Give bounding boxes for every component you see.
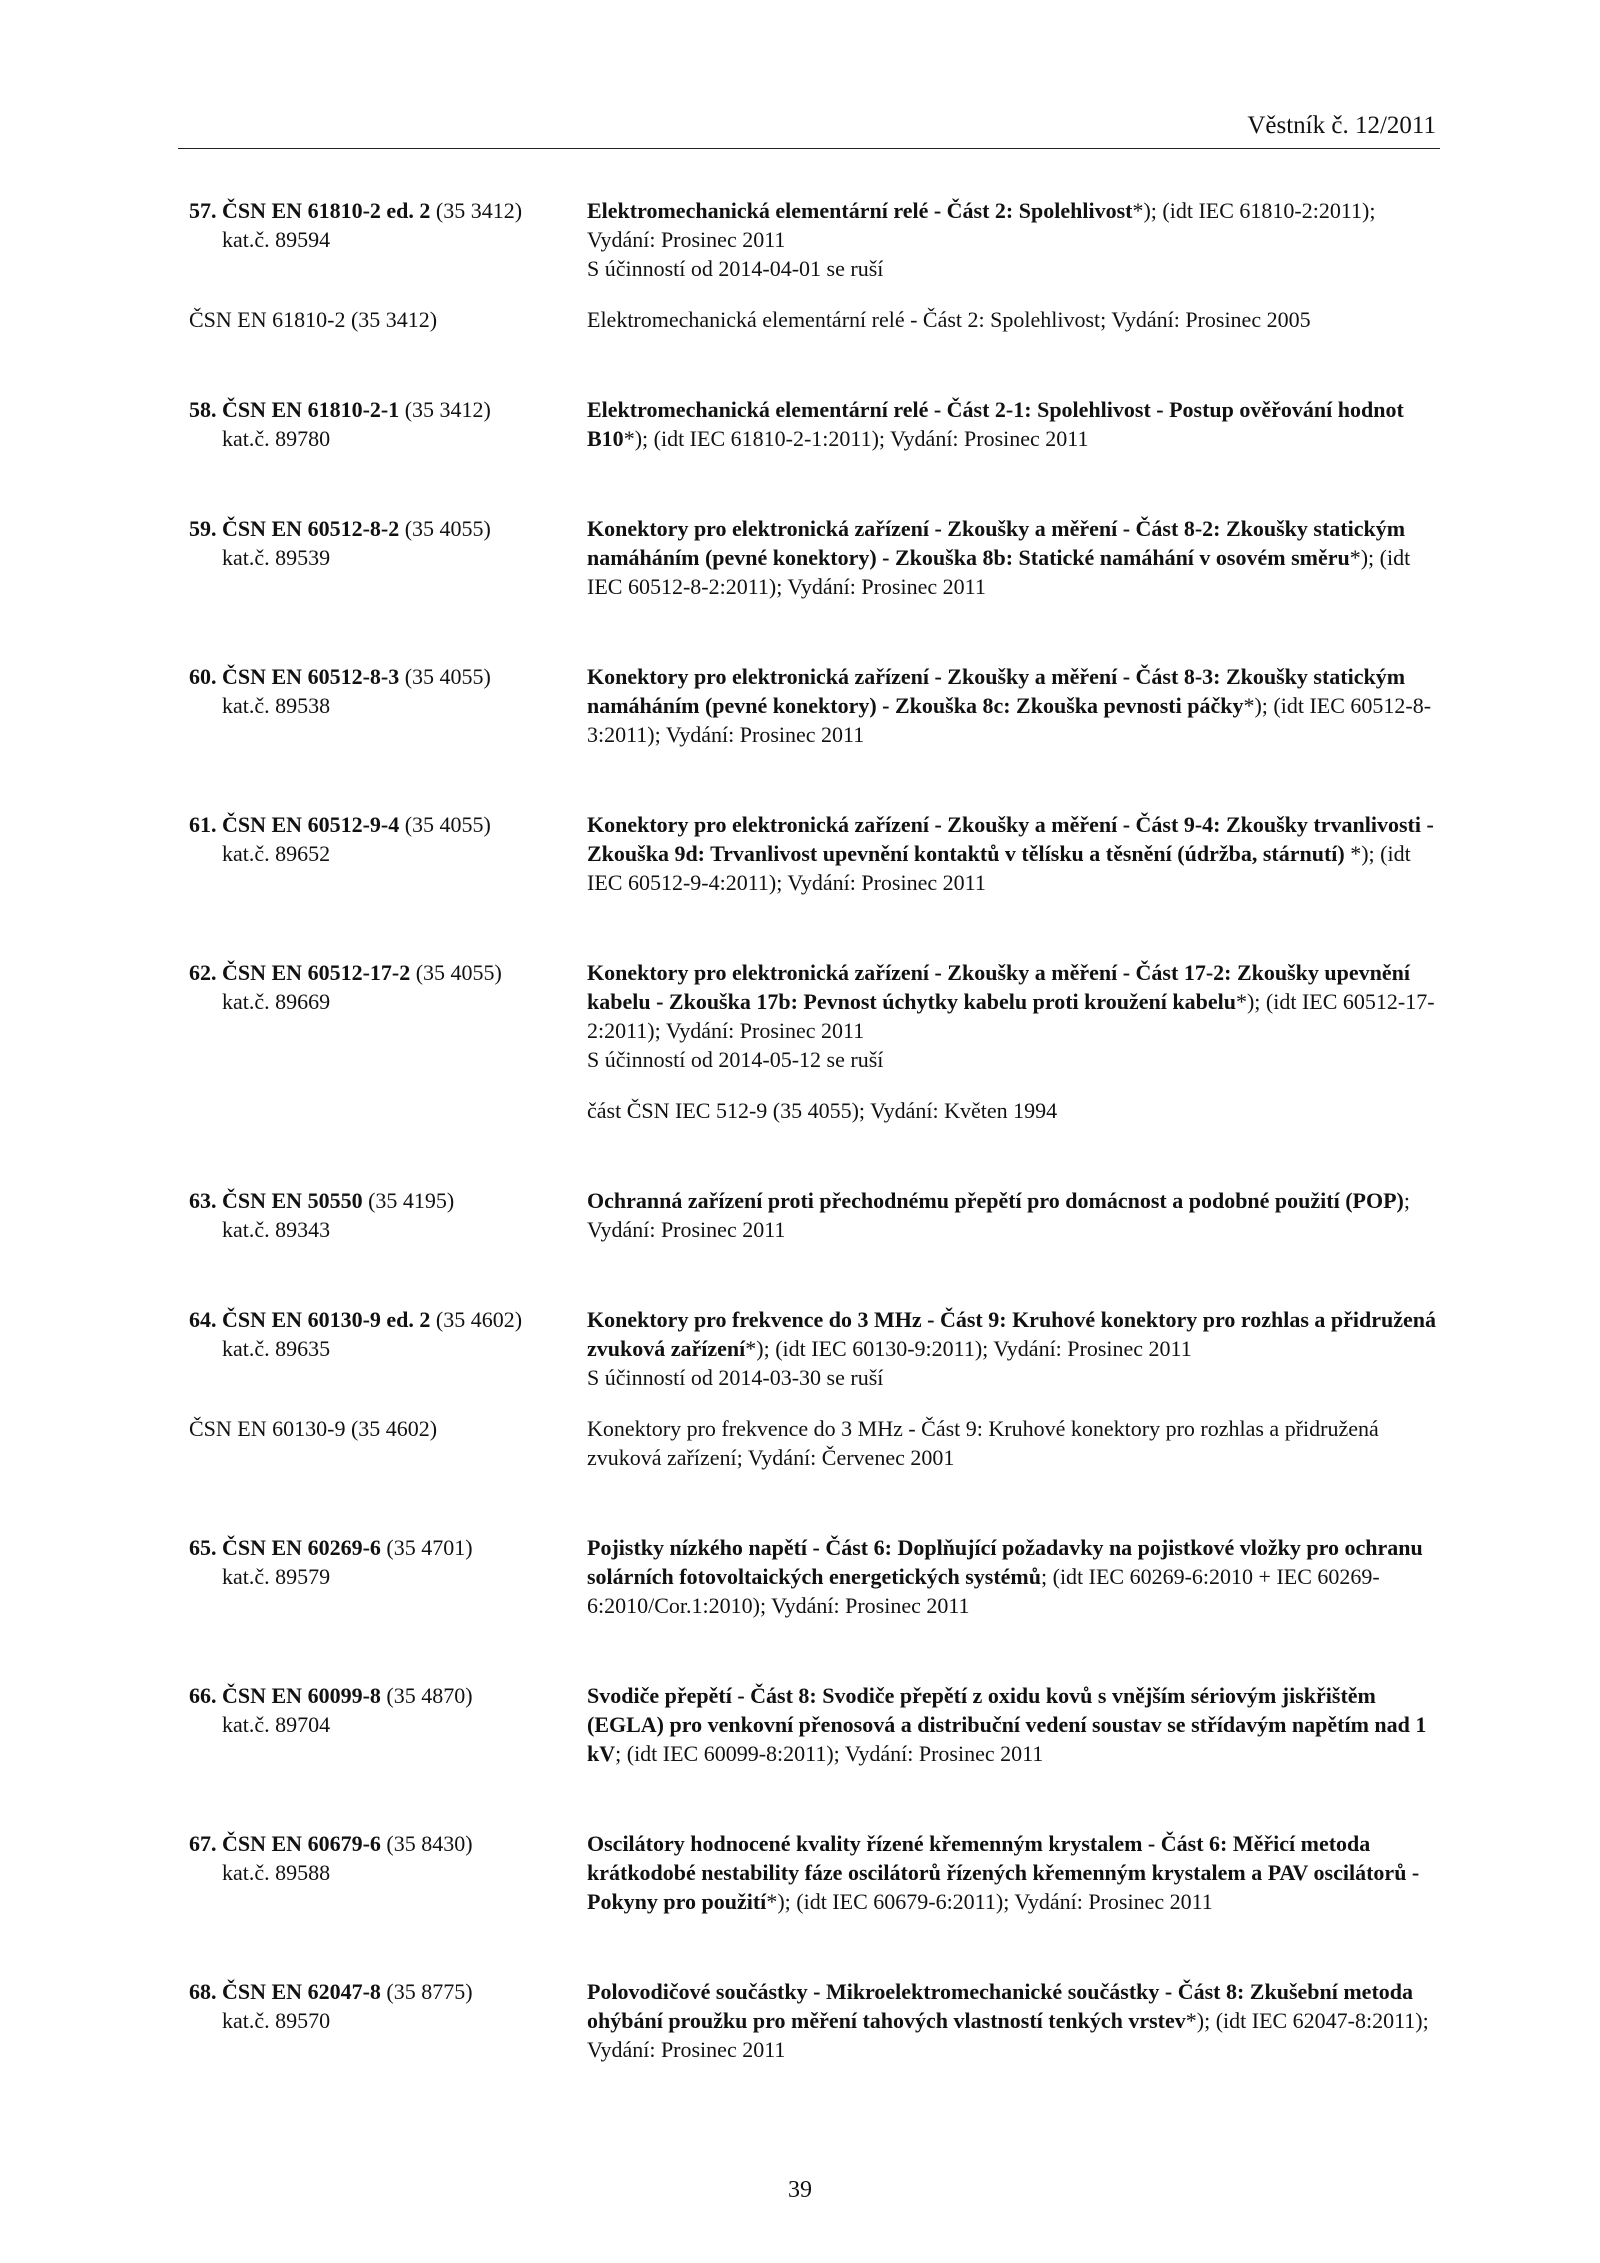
entry-code-line [189,395,587,424]
entry-code-line [189,196,587,225]
entry-description [587,810,1444,897]
entry-code-block [189,1186,587,1244]
entry-description [587,514,1444,601]
entry-main-row [189,1977,1444,2064]
standard-title-details: *); (idt IEC 60512-9-4:2011); Vydání: Prosinec 2011 [587,841,1411,895]
entry-code-line [189,1829,587,1858]
entry-code-line [189,1681,587,1710]
entry-main-row [189,1305,1444,1392]
classification-code: (35 4602) [435,1307,523,1332]
catalog-number: kat.č. 89669 [222,989,331,1014]
catalog-number: kat.č. 89594 [222,227,331,252]
standard-title-details: ; (idt IEC 60269-6:2010 + IEC 60269-6:2010/Cor.1:2010); Vydání: Prosinec 2011 [587,1564,1380,1618]
standard-entry [189,958,1444,1125]
entry-description [587,1305,1444,1392]
entry-number: 59. [189,516,217,541]
standard-title: Elektromechanická elementární relé - Část 2: Spolehlivost [587,198,1133,223]
classification-code: (35 3412) [404,397,491,422]
entry-main-row [189,395,1444,453]
entry-main-row [189,196,1444,283]
catalog-number: kat.č. 89780 [222,426,331,451]
effective-note: S účinností od 2014-04-01 se ruší [587,256,884,281]
entry-title-block [587,958,1444,1045]
standard-title: Oscilátory hodnocené kvality řízené křemenným krystalem - Část 6: Měřicí metoda krátkodobé nestability fáze oscilátorů řízených křemenným krystalem a PAV oscilátorů - Pokyny pro použití [587,1831,1420,1914]
replaced-standard-row [189,1414,1444,1472]
replaced-standard-text: Konektory pro frekvence do 3 MHz - Část 9: Kruhové konektory pro rozhlas a přidružená zvuková zařízení; Vydání: Červenec 2001 [587,1416,1379,1470]
entry-code-block [189,1305,587,1392]
entry-title-block [587,514,1444,601]
catalog-number: kat.č. 89539 [222,545,331,570]
entry-code-block [189,196,587,283]
standard-title: Svodiče přepětí - Část 8: Svodiče přepětí z oxidu kovů s vnějším sériovým jiskřištěm (EGLA) pro venkovní přenosová a distribuční vedení soustav se střídavým napětím nad 1 kV [587,1683,1427,1766]
entry-code-block [189,1533,587,1620]
standard-code: ČSN EN 62047-8 [222,1979,381,2004]
entry-description [587,662,1444,749]
classification-code: (35 4195) [368,1188,455,1213]
standard-title: Elektromechanická elementární relé - Část 2-1: Spolehlivost - Postup ověřování hodnot B10 [587,397,1404,451]
standard-title: Pojistky nízkého napětí - Část 6: Doplňující požadavky na pojistkové vložky pro ochranu solárních fotovoltaických energetických systémů [587,1535,1423,1589]
classification-code: (35 8430) [386,1831,473,1856]
standard-title: Ochranná zařízení proti přechodnému přepětí pro domácnost a podobné použití (POP) [587,1188,1404,1213]
replaced-standard-code: ČSN EN 61810-2 (35 3412) [189,307,438,332]
entry-number: 64. [189,1307,217,1332]
entry-main-row [189,514,1444,601]
standard-entry [189,395,1444,453]
entry-title-block [587,810,1444,897]
standard-code: ČSN EN 60130-9 ed. 2 [222,1307,431,1332]
standard-title-details: *); (idt IEC 60512-8-2:2011); Vydání: Prosinec 2011 [587,545,1411,599]
entry-title-block [587,662,1444,749]
entry-title-block [587,1681,1444,1768]
entry-number: 58. [189,397,217,422]
classification-code: (35 4055) [404,516,491,541]
entry-title-block [587,196,1444,254]
entry-code-block [189,1977,587,2064]
entry-main-row [189,1829,1444,1916]
replaced-standard-code: ČSN EN 60130-9 (35 4602) [189,1416,438,1441]
entry-code-block [189,1681,587,1768]
entry-code-line [189,1533,587,1562]
standard-title-details: ; Vydání: Prosinec 2011 [587,1188,1410,1242]
entry-code-block [189,514,587,601]
standard-title-details: *); (idt IEC 62047-8:2011); Vydání: Prosinec 2011 [587,2008,1429,2062]
standard-code: ČSN EN 60269-6 [222,1535,381,1560]
entry-title-block [587,1977,1444,2064]
entry-title-block [587,1533,1444,1620]
entry-number: 60. [189,664,217,689]
entry-title-block [587,1305,1444,1363]
standard-title: Polovodičové součástky - Mikroelektromechanické součástky - Část 8: Zkušební metoda ohýbání proužku pro měření tahových vlastností tenkých vrstev [587,1979,1414,2033]
entry-code-block [189,1829,587,1916]
entry-code-line [189,1977,587,2006]
catalog-number: kat.č. 89343 [222,1217,331,1242]
standard-title-details: *); (idt IEC 61810-2:2011); Vydání: Prosinec 2011 [587,198,1376,252]
catalog-number: kat.č. 89704 [222,1712,331,1737]
entry-description [587,958,1444,1074]
catalog-number: kat.č. 89538 [222,693,331,718]
standard-title-details: *); (idt IEC 60130-9:2011); Vydání: Prosinec 2011 [745,1336,1192,1361]
entry-main-row [189,1186,1444,1244]
bulletin-issue: Věstník č. 12/2011 [1247,112,1436,139]
classification-code: (35 8775) [386,1979,473,2004]
catalog-number: kat.č. 89570 [222,2008,331,2033]
standard-code: ČSN EN 60512-9-4 [222,812,400,837]
standard-entry [189,1533,1444,1620]
standard-code: ČSN EN 60099-8 [222,1683,381,1708]
entry-code-block [189,662,587,749]
replaced-standard-row [189,1096,1444,1125]
entry-description [587,1186,1444,1244]
catalog-number: kat.č. 89588 [222,1860,331,1885]
standard-entry [189,1681,1444,1768]
entry-code-block [189,810,587,897]
entry-main-row [189,662,1444,749]
standards-list [189,196,1444,2125]
standard-title-details: *); (idt IEC 60512-8-3:2011); Vydání: Prosinec 2011 [587,693,1432,747]
standard-title: Konektory pro elektronická zařízení - Zkoušky a měření - Část 9-4: Zkoušky trvanlivosti - Zkouška 9d: Trvanlivost upevnění kontaktů v tělísku a těsnění (údržba, stárnutí) [587,812,1434,866]
entry-number: 65. [189,1535,217,1560]
entry-title-block [587,395,1444,453]
entry-main-row [189,1681,1444,1768]
entry-description [587,196,1444,283]
standard-title: Konektory pro elektronická zařízení - Zkoušky a měření - Část 8-3: Zkoušky statickým namáháním (pevné konektory) - Zkouška 8c: Zkouška pevnosti páčky [587,664,1406,718]
standard-code: ČSN EN 60512-17-2 [222,960,411,985]
standard-entry [189,196,1444,334]
effective-note: S účinností od 2014-05-12 se ruší [587,1047,884,1072]
entry-number: 62. [189,960,217,985]
entry-code-line [189,514,587,543]
entry-code-block [189,395,587,453]
entry-description [587,1829,1444,1916]
entry-number: 57. [189,198,217,223]
standard-entry [189,1829,1444,1916]
classification-code: (35 4055) [404,812,491,837]
standard-title: Konektory pro elektronická zařízení - Zkoušky a měření - Část 17-2: Zkoušky upevnění kabelu - Zkouška 17b: Pevnost úchytky kabelu proti kroužení kabelu [587,960,1410,1014]
standard-code: ČSN EN 61810-2-1 [222,397,400,422]
entry-code-line [189,662,587,691]
entry-number: 66. [189,1683,217,1708]
replaced-standard-code [189,1096,587,1125]
standard-title-details: *); (idt IEC 61810-2-1:2011); Vydání: Prosinec 2011 [623,426,1089,451]
page-header [178,111,1440,149]
entry-number: 61. [189,812,217,837]
replaced-standard-text: část ČSN IEC 512-9 (35 4055); Vydání: Květen 1994 [587,1098,1058,1123]
effective-note: S účinností od 2014-03-30 se ruší [587,1365,884,1390]
standard-title-details: *); (idt IEC 60679-6:2011); Vydání: Prosinec 2011 [766,1889,1213,1914]
entry-number: 63. [189,1188,217,1213]
classification-code: (35 4870) [386,1683,473,1708]
standard-entry [189,1977,1444,2064]
page-number: 39 [788,2177,812,2203]
entry-code-line [189,1305,587,1334]
standard-entry [189,1186,1444,1244]
entry-title-block [587,1829,1444,1916]
standard-title: Konektory pro elektronická zařízení - Zkoušky a měření - Část 8-2: Zkoušky statickým namáháním (pevné konektory) - Zkouška 8b: Statické namáhání v osovém směru [587,516,1406,570]
classification-code: (35 4055) [415,960,502,985]
entry-main-row [189,810,1444,897]
entry-main-row [189,958,1444,1074]
classification-code: (35 4055) [404,664,491,689]
entry-description [587,1533,1444,1620]
standard-title-details: *); (idt IEC 60512-17-2:2011); Vydání: Prosinec 2011 [587,989,1435,1043]
standard-title: Konektory pro frekvence do 3 MHz - Část 9: Kruhové konektory pro rozhlas a přidružená zvuková zařízení [587,1307,1436,1361]
standard-code: ČSN EN 50550 [222,1188,363,1213]
standard-code: ČSN EN 60512-8-3 [222,664,400,689]
replaced-standard-text: Elektromechanická elementární relé - Část 2: Spolehlivost; Vydání: Prosinec 2005 [587,307,1311,332]
standard-title-details: ; (idt IEC 60099-8:2011); Vydání: Prosinec 2011 [615,1741,1044,1766]
entry-description [587,395,1444,453]
standard-entry [189,514,1444,601]
entry-title-block [587,1186,1444,1244]
standard-entry [189,810,1444,897]
entry-number: 67. [189,1831,217,1856]
catalog-number: kat.č. 89635 [222,1336,331,1361]
standard-code: ČSN EN 61810-2 ed. 2 [222,198,431,223]
entry-number: 68. [189,1979,217,2004]
classification-code: (35 3412) [435,198,523,223]
standard-code: ČSN EN 60679-6 [222,1831,381,1856]
classification-code: (35 4701) [386,1535,473,1560]
replaced-standard-row [189,305,1444,334]
catalog-number: kat.č. 89579 [222,1564,331,1589]
entry-description [587,1681,1444,1768]
entry-description [587,1977,1444,2064]
entry-code-line [189,958,587,987]
standard-entry [189,662,1444,749]
entry-code-block [189,958,587,1074]
catalog-number: kat.č. 89652 [222,841,331,866]
entry-code-line [189,810,587,839]
entry-code-line [189,1186,587,1215]
standard-entry [189,1305,1444,1472]
entry-main-row [189,1533,1444,1620]
standard-code: ČSN EN 60512-8-2 [222,516,400,541]
